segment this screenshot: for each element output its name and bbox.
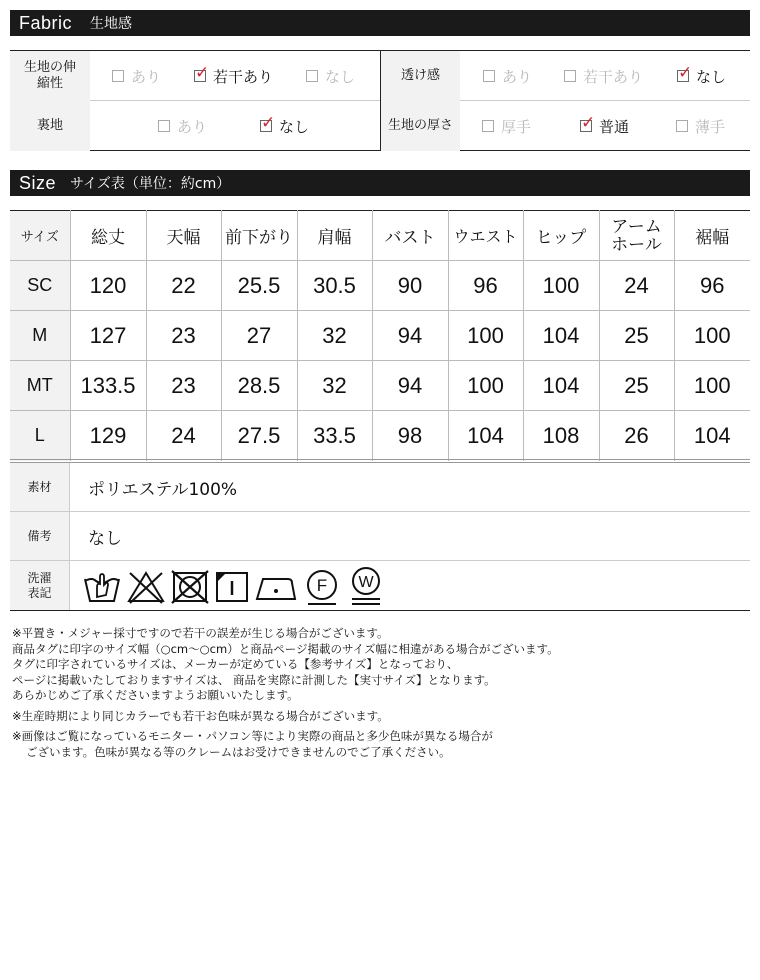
size-cell: 25.5 bbox=[221, 261, 297, 311]
size-cell: 129 bbox=[70, 411, 146, 461]
sheer-option-jakkan[interactable]: 若干あり bbox=[564, 51, 643, 101]
note-line: 商品タグに印字のサイズ幅（○cm～○cm）と商品ページ掲載のサイズ幅に相違がある場合がございます。 bbox=[12, 641, 559, 656]
size-cell: 32 bbox=[297, 361, 372, 411]
size-cell: 27 bbox=[221, 311, 297, 361]
checkbox-icon bbox=[306, 70, 318, 82]
size-cell: 100 bbox=[523, 261, 599, 311]
checkbox-icon bbox=[482, 120, 494, 132]
checkbox-icon bbox=[564, 70, 576, 82]
col-header: 前下がり bbox=[221, 211, 297, 261]
size-label: L bbox=[10, 411, 70, 461]
remarks-value: なし bbox=[88, 528, 122, 549]
check-mark-icon: ✓ bbox=[581, 113, 596, 133]
fabric-section-header bbox=[10, 10, 750, 36]
notes bbox=[12, 626, 752, 760]
size-cell: 32 bbox=[297, 311, 372, 361]
stretch-option-jakkan[interactable]: ✓ 若干あり bbox=[195, 63, 274, 86]
size-cell: 24 bbox=[599, 261, 674, 311]
size-cell: 25 bbox=[599, 311, 674, 361]
size-cell: 27.5 bbox=[221, 411, 297, 461]
care-label: 洗濯表記 bbox=[10, 561, 70, 610]
size-cell: 23 bbox=[146, 311, 221, 361]
note-line: ページに掲載いたしておりますサイズは、 商品を実際に計測した【実寸サイズ】となります。 bbox=[12, 672, 496, 687]
size-cell: 100 bbox=[448, 361, 523, 411]
iron-low-icon bbox=[254, 567, 298, 607]
no-bleach-icon bbox=[126, 567, 166, 607]
sheer-label: 透け感 bbox=[381, 51, 460, 101]
size-table-header-row bbox=[10, 211, 750, 261]
size-cell: 100 bbox=[674, 311, 750, 361]
size-row-m bbox=[10, 311, 750, 361]
size-cell: 30.5 bbox=[297, 261, 372, 311]
size-row-l bbox=[10, 411, 750, 461]
remarks-row bbox=[10, 512, 750, 561]
size-label: SC bbox=[10, 261, 70, 311]
fabric-table bbox=[10, 50, 750, 151]
checkbox-icon bbox=[158, 120, 170, 132]
size-cell: 90 bbox=[372, 261, 448, 311]
note-line: ※平置き・メジャー採寸ですので若干の誤差が生じる場合がございます。 bbox=[12, 626, 389, 640]
stretch-option-nashi[interactable]: なし bbox=[306, 51, 355, 101]
size-cell: 26 bbox=[599, 411, 674, 461]
material-value: ポリエステル100% bbox=[88, 479, 238, 500]
checkbox-icon bbox=[112, 70, 124, 82]
note-line: タグに印字されているサイズは、メーカーが定めている【参考サイズ】となっており、 bbox=[12, 657, 459, 671]
size-cell: 33.5 bbox=[297, 411, 372, 461]
lining-label: 裏地 bbox=[10, 101, 90, 151]
size-cell: 96 bbox=[448, 261, 523, 311]
thickness-option-atsude[interactable]: 厚手 bbox=[482, 101, 531, 151]
thickness-option-usude[interactable]: 薄手 bbox=[676, 101, 725, 151]
sheer-option-ari[interactable]: あり bbox=[483, 51, 532, 101]
checkbox-icon bbox=[194, 63, 210, 83]
size-cell: 22 bbox=[146, 261, 221, 311]
size-section-header bbox=[10, 170, 750, 196]
size-table bbox=[10, 210, 750, 461]
col-header bbox=[599, 211, 674, 261]
line-dry-shade-icon bbox=[214, 567, 250, 607]
stretch-option-ari[interactable]: あり bbox=[112, 51, 161, 101]
col-header: 天幅 bbox=[146, 211, 221, 261]
size-cell: 96 bbox=[674, 261, 750, 311]
material-label: 素材 bbox=[10, 463, 70, 511]
size-cell: 24 bbox=[146, 411, 221, 461]
size-cell: 120 bbox=[70, 261, 146, 311]
size-cell: 28.5 bbox=[221, 361, 297, 411]
fabric-title-jp: 生地感 bbox=[90, 16, 133, 32]
thickness-label: 生地の厚さ bbox=[381, 101, 460, 151]
size-cell: 108 bbox=[523, 411, 599, 461]
size-cell: 104 bbox=[523, 361, 599, 411]
size-cell: 23 bbox=[146, 361, 221, 411]
note-line: ※生産時期により同じカラーでも若干お色味が異なる場合がございます。 bbox=[12, 708, 389, 723]
no-tumble-dry-icon bbox=[170, 567, 210, 607]
checkbox-icon bbox=[676, 120, 688, 132]
checkbox-icon bbox=[580, 113, 596, 133]
col-header: 肩幅 bbox=[297, 211, 372, 261]
hand-wash-icon bbox=[82, 567, 122, 607]
size-row-sc bbox=[10, 261, 750, 311]
note-line: あらかじめご了承くださいますようお願いいたします。 bbox=[12, 688, 299, 702]
check-mark-icon: ✓ bbox=[261, 113, 276, 133]
wet-clean-w-icon bbox=[346, 565, 386, 609]
col-header: 総丈 bbox=[70, 211, 146, 261]
checkbox-icon bbox=[677, 63, 693, 83]
size-cell: 104 bbox=[674, 411, 750, 461]
dry-clean-f-icon bbox=[302, 567, 342, 607]
size-cell: 94 bbox=[372, 361, 448, 411]
size-row-mt bbox=[10, 361, 750, 411]
size-cell: 94 bbox=[372, 311, 448, 361]
checkbox-icon bbox=[483, 70, 495, 82]
armhole-header-line: アーム bbox=[611, 216, 662, 237]
col-header: ヒップ bbox=[523, 211, 599, 261]
stretch-label: 生地の伸縮性 bbox=[10, 51, 90, 101]
fabric-divider bbox=[380, 51, 381, 151]
size-cell: 104 bbox=[523, 311, 599, 361]
size-title-en: Size bbox=[19, 172, 57, 193]
size-cell: 133.5 bbox=[70, 361, 146, 411]
size-label: MT bbox=[10, 361, 70, 411]
size-cell: 100 bbox=[448, 311, 523, 361]
care-icons bbox=[82, 565, 386, 609]
material-row bbox=[10, 463, 750, 512]
check-mark-icon: ✓ bbox=[195, 63, 210, 83]
col-header: ウエスト bbox=[448, 211, 523, 261]
size-title-jp: サイズ表（単位：約cm） bbox=[70, 176, 231, 192]
checkbox-icon bbox=[260, 113, 276, 133]
check-mark-icon: ✓ bbox=[678, 63, 693, 83]
size-corner-label: サイズ bbox=[10, 211, 70, 261]
lining-option-ari[interactable]: あり bbox=[158, 101, 207, 151]
col-header: バスト bbox=[372, 211, 448, 261]
size-cell: 98 bbox=[372, 411, 448, 461]
lining-option-nashi[interactable]: ✓ なし bbox=[261, 113, 310, 136]
product-info bbox=[10, 463, 750, 611]
note-line: ございます。色味が異なる等のクレームはお受けできませんのでご了承ください。 bbox=[26, 744, 451, 759]
size-cell: 127 bbox=[70, 311, 146, 361]
fabric-title-en: Fabric bbox=[19, 12, 73, 33]
size-cell: 25 bbox=[599, 361, 674, 411]
col-header: 裾幅 bbox=[674, 211, 750, 261]
size-cell: 104 bbox=[448, 411, 523, 461]
note-line: ※画像はご覧になっているモニター・パソコン等により実際の商品と多少色味が異なる場合が bbox=[12, 729, 493, 743]
size-label: M bbox=[10, 311, 70, 361]
size-cell: 100 bbox=[674, 361, 750, 411]
thickness-option-futsu[interactable]: ✓ 普通 bbox=[581, 113, 630, 136]
svg-text:W: W bbox=[358, 574, 374, 591]
armhole-header-line: ホール bbox=[611, 234, 662, 255]
remarks-label: 備考 bbox=[10, 512, 70, 560]
svg-text:F: F bbox=[316, 576, 328, 595]
sheer-option-nashi[interactable]: ✓ なし bbox=[678, 63, 727, 86]
care-row bbox=[10, 561, 750, 610]
